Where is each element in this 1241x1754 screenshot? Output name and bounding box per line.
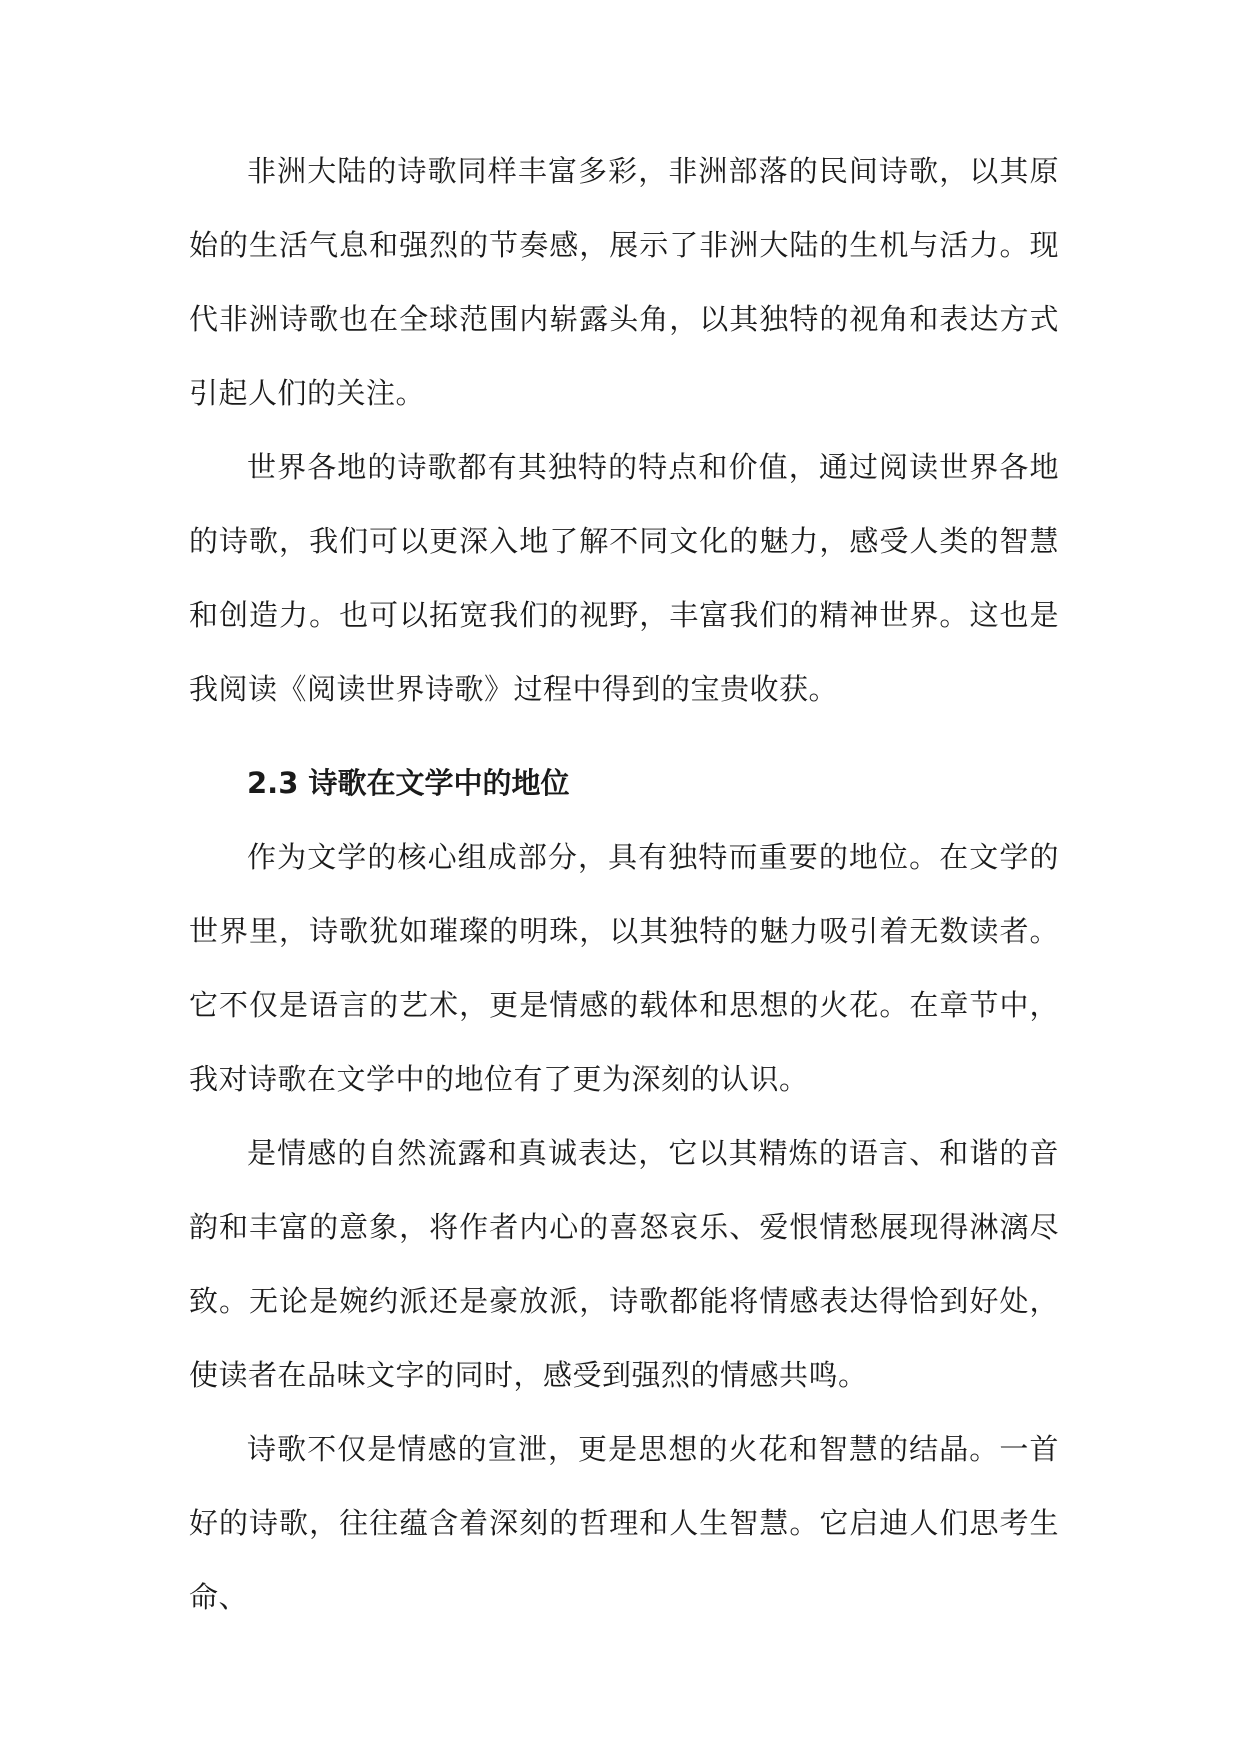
- paragraph-african-poetry: 非洲大陆的诗歌同样丰富多彩，非洲部落的民间诗歌，以其原始的生活气息和强烈的节奏感，展示了非洲大陆的生机与活力。现代非洲诗歌也在全球范围内崭露头角，以其独特的视角和表达方式引起人们的关注。: [189, 154, 1059, 410]
- paragraph-world-poetry-value: 世界各地的诗歌都有其独特的特点和价值，通过阅读世界各地的诗歌，我们可以更深入地了解不同文化的魅力，感受人类的智慧和创造力。也可以拓宽我们的视野，丰富我们的精神世界。这也是我阅读《阅读世界诗歌》过程中得到的宝贵收获。: [189, 450, 1059, 706]
- document-body: [189, 134, 1059, 1634]
- section-heading: 2.3 诗歌在文学中的地位: [247, 766, 570, 800]
- paragraph-literature-core: 作为文学的核心组成部分，具有独特而重要的地位。在文学的世界里，诗歌犹如璀璨的明珠，以其独特的魅力吸引着无数读者。它不仅是语言的艺术，更是情感的载体和思想的火花。在章节中，我对诗歌在文学中的地位有了更为深刻的认识。: [189, 840, 1059, 1096]
- paragraph-emotion-expression: 是情感的自然流露和真诚表达，它以其精炼的语言、和谐的音韵和丰富的意象，将作者内心的喜怒哀乐、爱恨情愁展现得淋漓尽致。无论是婉约派还是豪放派，诗歌都能将情感表达得恰到好处，使读者在品味文字的同时，感受到强烈的情感共鸣。: [189, 1136, 1059, 1392]
- paragraph-thought-wisdom: 诗歌不仅是情感的宣泄，更是思想的火花和智慧的结晶。一首好的诗歌，往往蕴含着深刻的哲理和人生智慧。它启迪人们思考生命、: [189, 1432, 1059, 1614]
